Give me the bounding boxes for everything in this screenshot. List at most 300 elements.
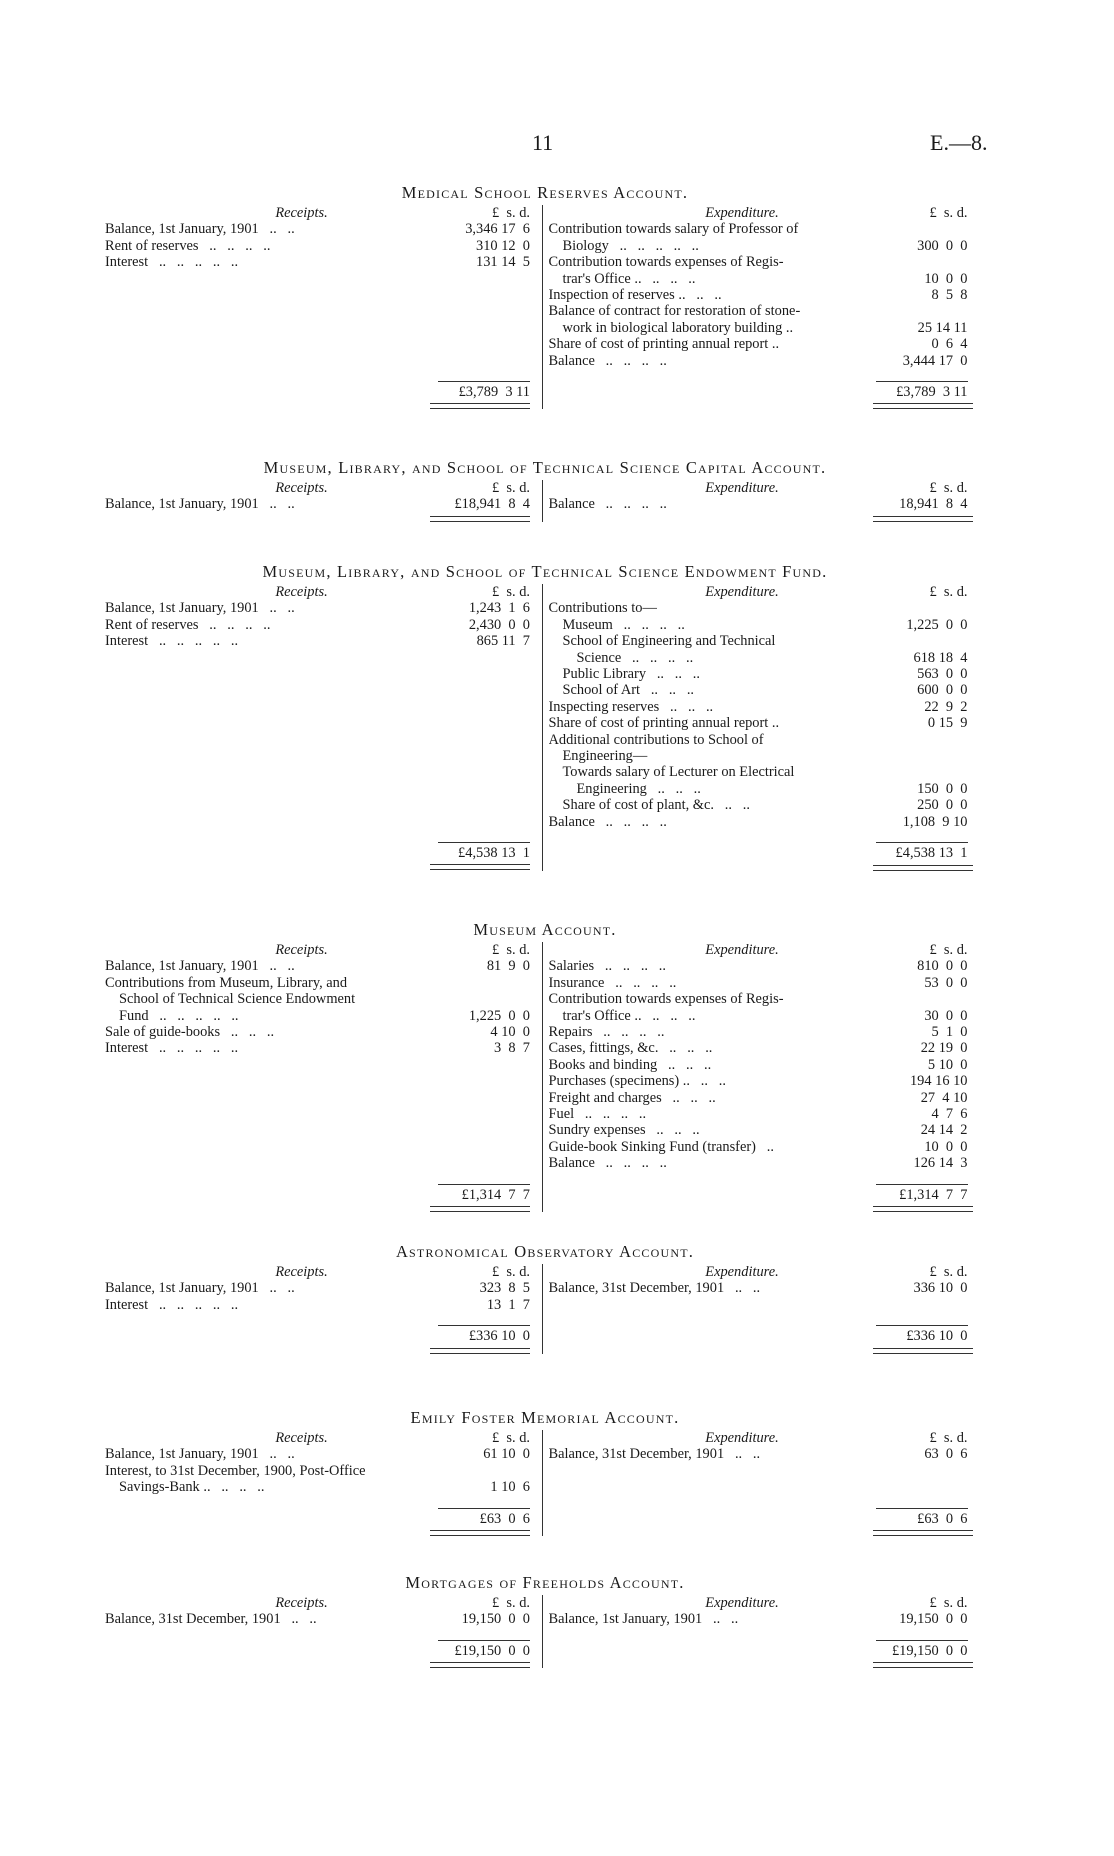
expenditure-amount: 10 0 0 — [924, 270, 968, 287]
receipts-label: Balance, 31st December, 1901 .. .. — [105, 1611, 317, 1628]
expenditure-amount: 22 9 2 — [924, 698, 968, 715]
receipts-row — [105, 1479, 542, 1495]
account-block — [105, 458, 985, 522]
receipts-row — [105, 633, 542, 649]
receipts-amount: 1,225 0 0 — [468, 1007, 530, 1024]
expenditure-total: £4,538 13 1 — [876, 842, 968, 861]
expenditure-amount: 563 0 0 — [917, 666, 968, 683]
expenditure-label: trar's Office .. .. .. .. — [562, 1007, 696, 1024]
receipts-amount: 19,150 0 0 — [461, 1611, 530, 1628]
expenditure-label: Insurance .. .. .. .. — [548, 974, 677, 991]
receipts-column-header — [105, 1430, 542, 1446]
expenditure-label: Cases, fittings, &c. .. .. .. — [548, 1040, 713, 1057]
receipts-total-label — [105, 1640, 438, 1659]
expenditure-row — [549, 1139, 986, 1155]
expenditure-row — [549, 221, 986, 237]
receipts-row — [105, 238, 542, 254]
expenditure-row — [549, 666, 986, 682]
receipts-row — [105, 617, 542, 633]
receipts-label: Balance, 1st January, 1901 .. .. — [105, 221, 295, 238]
expenditure-label: Purchases (specimens) .. .. .. — [548, 1073, 726, 1090]
account-title: Astronomical Observatory Account. — [395, 1242, 695, 1261]
money-heading: £ s. d. — [929, 480, 968, 496]
expenditure-amount: 300 0 0 — [917, 237, 968, 254]
expenditure-row — [549, 1280, 986, 1296]
expenditure-label: Repairs .. .. .. .. — [548, 1024, 665, 1041]
receipts-total-row — [105, 842, 542, 861]
receipts-total-label — [105, 381, 438, 400]
receipts-amount — [438, 1463, 530, 1479]
account-block — [105, 1573, 985, 1668]
expenditure-label: Engineering .. .. .. — [576, 780, 701, 797]
receipts-label: Interest .. .. .. .. .. — [105, 1040, 239, 1057]
expenditure-row — [549, 1106, 986, 1122]
receipts-amount: £18,941 8 4 — [454, 496, 530, 513]
receipts-label: Balance, 1st January, 1901 .. .. — [105, 600, 295, 617]
receipts-amount: 2,430 0 0 — [468, 616, 530, 633]
expenditure-amount: 0 15 9 — [927, 715, 968, 732]
receipts-row — [105, 958, 542, 974]
expenditure-label: Fuel .. .. .. .. — [548, 1106, 647, 1123]
receipts-row — [105, 1008, 542, 1024]
expenditure-amount: 250 0 0 — [917, 797, 968, 814]
expenditure-amount — [876, 748, 968, 764]
expenditure-double-rule — [873, 1662, 973, 1668]
money-heading: £ s. d. — [492, 1595, 530, 1611]
expenditure-label: Additional contributions to School of — [548, 731, 764, 748]
expenditure-amount: 22 19 0 — [920, 1040, 968, 1057]
expenditure-heading: Expenditure. — [705, 1595, 779, 1611]
money-heading: £ s. d. — [929, 584, 968, 600]
expenditure-total-row — [549, 842, 986, 861]
expenditure-row — [549, 732, 986, 748]
receipts-double-rule — [430, 516, 530, 522]
money-heading: £ s. d. — [492, 1430, 530, 1446]
expenditure-amount — [876, 764, 968, 780]
expenditure-heading: Expenditure. — [705, 1430, 779, 1446]
expenditure-double-rule — [873, 1530, 973, 1536]
expenditure-row — [549, 1090, 986, 1106]
expenditure-column-header — [549, 584, 986, 600]
expenditure-label: Biology .. .. .. .. .. — [562, 237, 699, 254]
receipts-total: £63 0 6 — [438, 1508, 530, 1527]
expenditure-double-rule — [873, 865, 973, 871]
expenditure-row — [549, 1008, 986, 1024]
receipts-amount: 1,243 1 6 — [468, 600, 530, 617]
expenditure-row — [549, 1611, 986, 1627]
receipts-row — [105, 254, 542, 270]
receipts-double-rule — [430, 403, 530, 409]
receipts-amount: 1 10 6 — [490, 1479, 530, 1496]
expenditure-amount: 126 14 3 — [913, 1155, 968, 1172]
expenditure-total-label — [549, 1325, 876, 1344]
expenditure-double-rule — [873, 1206, 973, 1212]
expenditure-label: Museum .. .. .. .. — [562, 616, 685, 633]
expenditure-total-row — [549, 381, 986, 400]
expenditure-row — [549, 287, 986, 303]
expenditure-row — [549, 1122, 986, 1138]
receipts-label: Balance, 1st January, 1901 .. .. — [105, 1446, 295, 1463]
receipts-double-rule — [430, 1348, 530, 1354]
expenditure-column-header — [549, 205, 986, 221]
expenditure-label: Balance .. .. .. .. — [548, 496, 667, 513]
expenditure-amount: 194 16 10 — [909, 1073, 968, 1090]
receipts-amount: 865 11 7 — [476, 633, 530, 650]
account-block — [105, 183, 985, 409]
account-table — [105, 205, 985, 409]
receipts-label: Balance, 1st January, 1901 .. .. — [105, 496, 295, 513]
expenditure-total-row — [549, 1184, 986, 1203]
expenditure-label: Share of cost of printing annual report .. — [548, 715, 780, 732]
account-table — [105, 1595, 985, 1668]
receipts-row — [105, 1297, 542, 1313]
expenditure-column-header — [549, 480, 986, 496]
receipts-double-rule — [430, 864, 530, 870]
money-heading: £ s. d. — [929, 1430, 968, 1446]
expenditure-label: Contribution towards salary of Professor of — [548, 221, 799, 238]
expenditure-row — [549, 1446, 986, 1462]
receipts-total-label — [105, 1508, 438, 1527]
expenditure-column-header — [549, 1595, 986, 1611]
expenditure-label: work in biological laboratory building .. — [562, 319, 794, 336]
receipts-row — [105, 1611, 542, 1627]
expenditure-label: Balance .. .. .. .. — [548, 352, 667, 369]
expenditure-amount: 336 10 0 — [913, 1280, 968, 1297]
expenditure-row — [549, 1024, 986, 1040]
expenditure-amount — [876, 254, 968, 270]
expenditure-label: Balance of contract for restoration of stone- — [548, 303, 801, 320]
expenditure-amount: 5 10 0 — [927, 1056, 968, 1073]
expenditure-row — [549, 814, 986, 830]
expenditure-row — [549, 650, 986, 666]
receipts-total: £4,538 13 1 — [438, 842, 530, 861]
money-heading: £ s. d. — [492, 205, 530, 221]
receipts-amount: 323 8 5 — [479, 1280, 530, 1297]
receipts-label: Balance, 1st January, 1901 .. .. — [105, 1280, 295, 1297]
expenditure-label: Inspection of reserves .. .. .. — [548, 287, 722, 304]
receipts-row — [105, 991, 542, 1007]
expenditure-amount: 53 0 0 — [924, 974, 968, 991]
expenditure-amount: 810 0 0 — [917, 958, 968, 975]
receipts-total-row — [105, 1325, 542, 1344]
expenditure-label: Public Library .. .. .. — [562, 666, 700, 683]
money-heading: £ s. d. — [492, 1264, 530, 1280]
expenditure-label: Contribution towards expenses of Regis- — [548, 991, 784, 1008]
receipts-heading: Receipts. — [275, 584, 328, 600]
expenditure-column — [543, 1595, 986, 1668]
expenditure-row — [549, 797, 986, 813]
expenditure-spacer — [549, 1463, 986, 1496]
expenditure-label: School of Art .. .. .. — [562, 682, 695, 699]
expenditure-row — [549, 353, 986, 369]
expenditure-row — [549, 1155, 986, 1171]
receipts-double-rule — [430, 1530, 530, 1536]
receipts-heading: Receipts. — [275, 942, 328, 958]
receipts-row — [105, 1463, 542, 1479]
account-title: Emily Foster Memorial Account. — [410, 1408, 680, 1427]
expenditure-label: Towards salary of Lecturer on Electrical — [562, 764, 795, 781]
expenditure-total-row — [549, 1508, 986, 1527]
expenditure-row — [549, 715, 986, 731]
receipts-total: £336 10 0 — [438, 1325, 530, 1344]
expenditure-row — [549, 958, 986, 974]
money-heading: £ s. d. — [929, 942, 968, 958]
expenditure-amount: 25 14 11 — [917, 319, 968, 336]
expenditure-row — [549, 699, 986, 715]
expenditure-total-row — [549, 1325, 986, 1344]
expenditure-heading: Expenditure. — [705, 205, 779, 221]
expenditure-label: School of Engineering and Technical — [562, 633, 776, 650]
account-title: Museum Account. — [473, 920, 617, 939]
expenditure-column-header — [549, 942, 986, 958]
expenditure-amount — [876, 600, 968, 616]
receipts-column-header — [105, 584, 542, 600]
receipts-column-header — [105, 205, 542, 221]
receipts-amount: 13 1 7 — [486, 1296, 530, 1313]
receipts-heading: Receipts. — [275, 1595, 328, 1611]
receipts-column — [105, 584, 543, 871]
expenditure-amount: 4 7 6 — [931, 1106, 968, 1123]
expenditure-label: Books and binding .. .. .. — [548, 1056, 712, 1073]
expenditure-label: Inspecting reserves .. .. .. — [548, 698, 714, 715]
expenditure-total-label — [549, 1508, 876, 1527]
expenditure-label: Balance, 31st December, 1901 .. .. — [548, 1446, 761, 1463]
receipts-label: Sale of guide-books .. .. .. — [105, 1024, 275, 1041]
expenditure-label: Contributions to— — [548, 600, 657, 617]
expenditure-amount: 1,108 9 10 — [902, 813, 968, 830]
money-heading: £ s. d. — [929, 1264, 968, 1280]
receipts-column — [105, 1595, 543, 1668]
expenditure-column — [543, 480, 986, 522]
account-table — [105, 584, 985, 871]
receipts-column — [105, 1430, 543, 1536]
expenditure-amount: 8 5 8 — [931, 287, 968, 304]
expenditure-column — [543, 1264, 986, 1354]
receipts-row — [105, 221, 542, 237]
expenditure-heading: Expenditure. — [705, 480, 779, 496]
money-heading: £ s. d. — [492, 480, 530, 496]
expenditure-label: Share of cost of printing annual report .. — [548, 336, 780, 353]
expenditure-amount: 24 14 2 — [920, 1122, 968, 1139]
receipts-total-row — [105, 1640, 542, 1659]
expenditure-row — [549, 764, 986, 780]
expenditure-column-header — [549, 1264, 986, 1280]
expenditure-column — [543, 942, 986, 1212]
receipts-total-row — [105, 1508, 542, 1527]
expenditure-amount: 150 0 0 — [917, 780, 968, 797]
receipts-row — [105, 1040, 542, 1056]
receipts-column — [105, 942, 543, 1212]
page-number: 11 — [532, 130, 554, 155]
expenditure-double-rule — [873, 1348, 973, 1354]
receipts-label: Rent of reserves .. .. .. .. — [105, 616, 271, 633]
expenditure-amount: 1,225 0 0 — [906, 616, 968, 633]
expenditure-total: £3,789 3 11 — [876, 381, 968, 400]
expenditure-column-header — [549, 1430, 986, 1446]
receipts-amount: 310 12 0 — [476, 237, 530, 254]
expenditure-double-rule — [873, 403, 973, 409]
expenditure-amount: 19,150 0 0 — [899, 1611, 968, 1628]
expenditure-row — [549, 682, 986, 698]
expenditure-label: Balance, 1st January, 1901 .. .. — [548, 1611, 739, 1628]
receipts-label: Interest .. .. .. .. .. — [105, 254, 239, 271]
expenditure-total-row — [549, 1640, 986, 1659]
receipts-spacer — [105, 650, 542, 830]
expenditure-amount — [876, 633, 968, 649]
account-block — [105, 1242, 985, 1354]
account-title: Mortgages of Freeholds Account. — [405, 1573, 685, 1592]
receipts-row — [105, 600, 542, 616]
expenditure-amount — [876, 221, 968, 237]
account-table — [105, 1430, 985, 1536]
expenditure-row — [549, 617, 986, 633]
receipts-label: Interest, to 31st December, 1900, Post-Office — [105, 1462, 366, 1479]
expenditure-amount — [876, 991, 968, 1007]
receipts-total: £19,150 0 0 — [438, 1640, 530, 1659]
receipts-heading: Receipts. — [275, 205, 328, 221]
expenditure-label: Balance .. .. .. .. — [548, 813, 667, 830]
receipts-label: Fund .. .. .. .. .. — [119, 1007, 239, 1024]
receipts-amount: 61 10 0 — [483, 1446, 530, 1463]
expenditure-spacer — [549, 1297, 986, 1313]
receipts-total-label — [105, 1325, 438, 1344]
receipts-column — [105, 1264, 543, 1354]
expenditure-double-rule — [873, 516, 973, 522]
expenditure-label: Guide-book Sinking Fund (transfer) .. — [548, 1138, 774, 1155]
receipts-row — [105, 1446, 542, 1462]
expenditure-amount: 600 0 0 — [917, 682, 968, 699]
receipts-heading: Receipts. — [275, 480, 328, 496]
receipts-amount: 4 10 0 — [490, 1024, 530, 1041]
receipts-amount: 3 8 7 — [494, 1040, 530, 1057]
expenditure-row — [549, 303, 986, 319]
expenditure-label: Balance .. .. .. .. — [548, 1155, 667, 1172]
receipts-column-header — [105, 480, 542, 496]
money-heading: £ s. d. — [492, 584, 530, 600]
account-block — [105, 920, 985, 1212]
receipts-amount: 3,346 17 6 — [465, 221, 530, 238]
expenditure-row — [549, 991, 986, 1007]
expenditure-total-label — [549, 381, 876, 400]
expenditure-label: Contribution towards expenses of Regis- — [548, 254, 784, 271]
expenditure-label: trar's Office .. .. .. .. — [562, 270, 696, 287]
expenditure-row — [549, 781, 986, 797]
expenditure-label: Balance, 31st December, 1901 .. .. — [548, 1280, 761, 1297]
money-heading: £ s. d. — [929, 1595, 968, 1611]
receipts-total-label — [105, 842, 438, 861]
expenditure-row — [549, 975, 986, 991]
expenditure-row — [549, 748, 986, 764]
expenditure-amount: 5 1 0 — [931, 1024, 968, 1041]
document-code: E.—8. — [930, 130, 988, 155]
receipts-row — [105, 496, 542, 512]
expenditure-total: £63 0 6 — [876, 1508, 968, 1527]
receipts-row — [105, 1280, 542, 1296]
receipts-column — [105, 480, 543, 522]
expenditure-label: Science .. .. .. .. — [576, 649, 694, 666]
expenditure-label: Salaries .. .. .. .. — [548, 958, 667, 975]
expenditure-amount: 10 0 0 — [924, 1138, 968, 1155]
receipts-amount — [438, 991, 530, 1007]
expenditure-amount: 0 6 4 — [931, 336, 968, 353]
receipts-total-row — [105, 1184, 542, 1203]
expenditure-heading: Expenditure. — [705, 942, 779, 958]
expenditure-total-label — [549, 1640, 876, 1659]
receipts-label: Balance, 1st January, 1901 .. .. — [105, 958, 295, 975]
expenditure-amount — [876, 303, 968, 319]
expenditure-total: £336 10 0 — [876, 1325, 968, 1344]
expenditure-amount: 3,444 17 0 — [902, 352, 968, 369]
expenditure-amount — [876, 732, 968, 748]
account-table — [105, 480, 985, 522]
receipts-column-header — [105, 1595, 542, 1611]
receipts-heading: Receipts. — [275, 1430, 328, 1446]
expenditure-row — [549, 1057, 986, 1073]
account-title: Museum, Library, and School of Technical Science Capital Account. — [263, 458, 827, 477]
expenditure-column — [543, 584, 986, 871]
receipts-label: Interest .. .. .. .. .. — [105, 1296, 239, 1313]
receipts-double-rule — [430, 1206, 530, 1212]
expenditure-row — [549, 496, 986, 512]
expenditure-column — [543, 205, 986, 409]
expenditure-row — [549, 271, 986, 287]
receipts-label: School of Technical Science Endowment — [119, 991, 356, 1008]
expenditure-column — [543, 1430, 986, 1536]
receipts-amount: 131 14 5 — [476, 254, 530, 271]
receipts-amount — [438, 975, 530, 991]
expenditure-row — [549, 1040, 986, 1056]
expenditure-amount: 618 18 4 — [913, 649, 968, 666]
receipts-column-header — [105, 1264, 542, 1280]
expenditure-row — [549, 1073, 986, 1089]
expenditure-total-label — [549, 842, 876, 861]
expenditure-amount: 63 0 6 — [924, 1446, 968, 1463]
expenditure-label: Sundry expenses .. .. .. — [548, 1122, 700, 1139]
account-block — [105, 562, 985, 871]
account-table — [105, 1264, 985, 1354]
receipts-total-row — [105, 381, 542, 400]
receipts-label: Rent of reserves .. .. .. .. — [105, 237, 271, 254]
expenditure-label: Share of cost of plant, &c. .. .. — [562, 797, 750, 814]
expenditure-amount: 27 4 10 — [920, 1089, 968, 1106]
receipts-label: Interest .. .. .. .. .. — [105, 633, 239, 650]
account-block — [105, 1408, 985, 1536]
expenditure-total-label — [549, 1184, 876, 1203]
account-title: Medical School Reserves Account. — [401, 183, 689, 202]
expenditure-total: £1,314 7 7 — [876, 1184, 968, 1203]
expenditure-row — [549, 633, 986, 649]
receipts-total-label — [105, 1184, 438, 1203]
receipts-column — [105, 205, 543, 409]
expenditure-row — [549, 238, 986, 254]
receipts-row — [105, 1024, 542, 1040]
receipts-column-header — [105, 942, 542, 958]
expenditure-heading: Expenditure. — [705, 584, 779, 600]
money-heading: £ s. d. — [492, 942, 530, 958]
receipts-row — [105, 975, 542, 991]
money-heading: £ s. d. — [929, 205, 968, 221]
receipts-total: £3,789 3 11 — [438, 381, 530, 400]
expenditure-heading: Expenditure. — [705, 1264, 779, 1280]
receipts-heading: Receipts. — [275, 1264, 328, 1280]
receipts-total: £1,314 7 7 — [438, 1184, 530, 1203]
expenditure-label: Freight and charges .. .. .. — [548, 1089, 716, 1106]
expenditure-row — [549, 254, 986, 270]
receipts-spacer — [105, 1057, 542, 1172]
receipts-amount: 81 9 0 — [486, 958, 530, 975]
expenditure-row — [549, 320, 986, 336]
expenditure-amount: 18,941 8 4 — [899, 496, 968, 513]
